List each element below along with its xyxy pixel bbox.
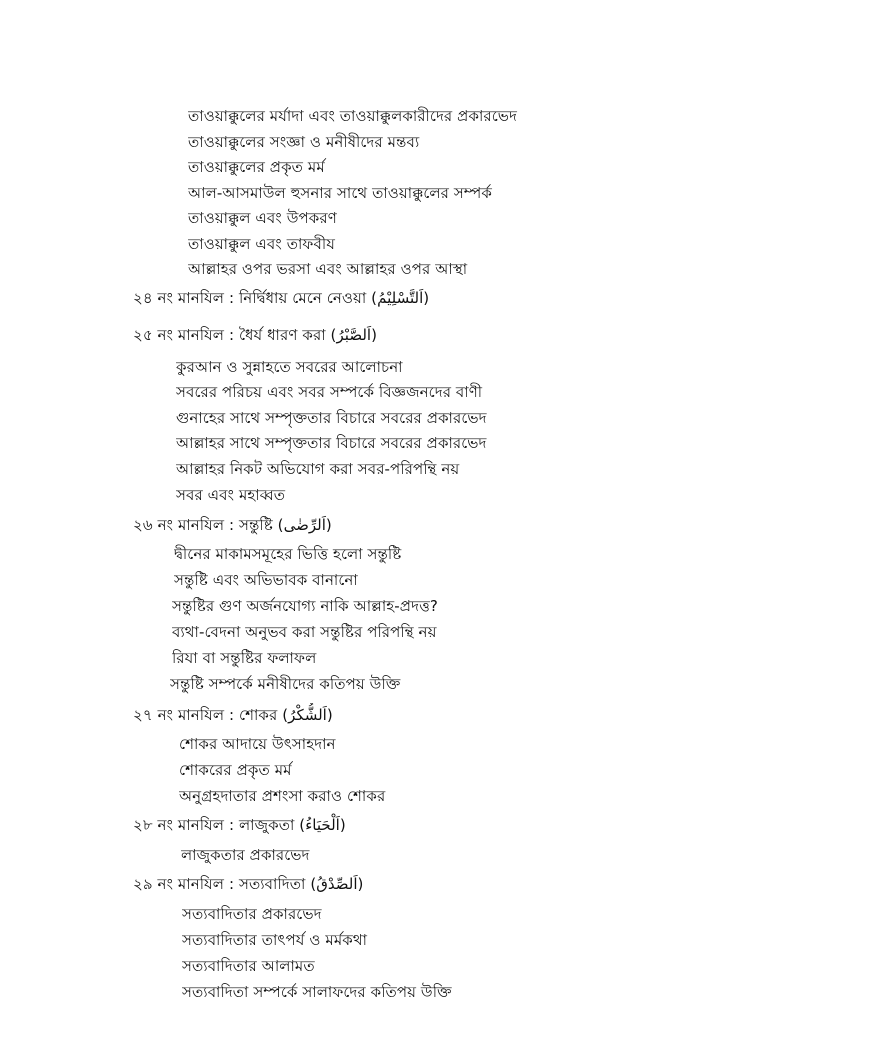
toc-chapter: ২৭ নং মানযিল : শোকর (اَلشُّكْرُ) — [133, 706, 333, 724]
toc-entry: ব্যথা-বেদনা অনুভব করা সন্তুষ্টির পরিপন্থি নয় — [172, 623, 437, 641]
toc-entry: তাওয়াক্কুলের সংজ্ঞা ও মনীষীদের মন্তব্য — [188, 133, 420, 151]
toc-entry: লাজুকতার প্রকারভেদ — [181, 846, 310, 864]
toc-entry: কুরআন ও সুন্নাহতে সবরের আলোচনা — [176, 358, 403, 376]
toc-chapter: ২৪ নং মানযিল : নির্দ্বিধায় মেনে নেওয়া (اَلتَّسْلِيْمُ) — [133, 289, 430, 307]
toc-entry: শোকর আদায়ে উৎসাহদান — [179, 735, 336, 753]
toc-entry: অনুগ্রহদাতার প্রশংসা করাও শোকর — [179, 787, 386, 805]
toc-entry: সবর এবং মহাব্বত — [176, 486, 286, 504]
toc-entry: দ্বীনের মাকামসমূহের ভিত্তি হলো সন্তুষ্টি — [174, 545, 402, 563]
toc-chapter: ২৯ নং মানযিল : সত্যবাদিতা (اَلصِّدْقُ) — [133, 875, 364, 893]
toc-entry: আল্লাহর নিকট অভিযোগ করা সবর-পরিপন্থি নয় — [176, 460, 460, 478]
toc-entry: শোকরের প্রকৃত মর্ম — [179, 761, 292, 779]
toc-entry: সন্তুষ্টির গুণ অর্জনযোগ্য নাকি আল্লাহ-প্রদত্ত? — [172, 597, 438, 615]
toc-entry: সত্যবাদিতার তাৎপর্য ও মর্মকথা — [182, 931, 368, 949]
toc-entry: গুনাহের সাথে সম্পৃক্ততার বিচারে সবরের প্রকারভেদ — [176, 409, 487, 427]
toc-chapter: ২৮ নং মানযিল : লাজুকতা (اَلْحَيَاءُ) — [133, 816, 346, 834]
toc-entry: রিযা বা সন্তুষ্টির ফলাফল — [172, 649, 317, 667]
toc-entry: সবরের পরিচয় এবং সবর সম্পর্কে বিজ্ঞজনদের বাণী — [176, 383, 483, 401]
toc-entry: তাওয়াক্কুল এবং উপকরণ — [188, 209, 337, 227]
toc-entry: তাওয়াক্কুল এবং তাফবীয — [188, 235, 335, 253]
toc-entry: আল্লাহর ওপর ভরসা এবং আল্লাহর ওপর আস্থা — [188, 260, 468, 278]
toc-entry: সত্যবাদিতার আলামত — [182, 957, 315, 975]
toc-entry: সত্যবাদিতার প্রকারভেদ — [182, 905, 322, 923]
toc-entry: আল্লাহর সাথে সম্পৃক্ততার বিচারে সবরের প্রকারভেদ — [176, 434, 487, 452]
toc-entry: আল-আসমাউল হুসনার সাথে তাওয়াক্কুলের সম্পর্ক — [188, 184, 492, 202]
toc-entry: তাওয়াক্কুলের মর্যাদা এবং তাওয়াক্কুলকারীদের প্রকারভেদ — [188, 107, 518, 125]
toc-entry: সন্তুষ্টি সম্পর্কে মনীষীদের কতিপয় উক্তি — [170, 675, 401, 693]
toc-entry: সন্তুষ্টি এবং অভিভাবক বানানো — [174, 571, 358, 589]
toc-chapter: ২৬ নং মানযিল : সন্তুষ্টি (اَلرِّضٰى) — [133, 516, 332, 534]
toc-entry: সত্যবাদিতা সম্পর্কে সালাফদের কতিপয় উক্তি — [182, 983, 452, 1001]
toc-entry: তাওয়াক্কুলের প্রকৃত মর্ম — [188, 158, 325, 176]
toc-chapter: ২৫ নং মানযিল : ধৈর্য ধারণ করা (اَلصَّبْرُ) — [133, 326, 378, 344]
